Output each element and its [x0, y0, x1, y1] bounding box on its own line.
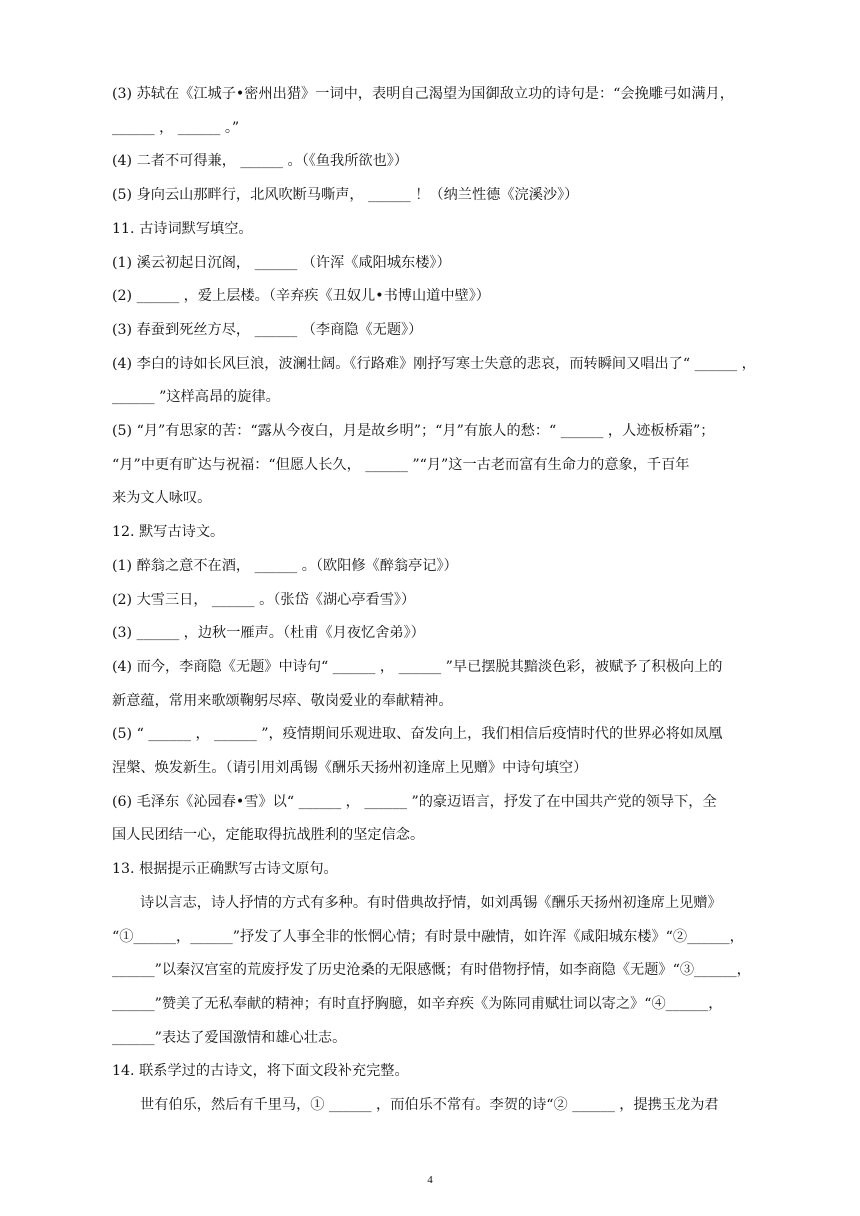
text-line: 诗以言志，诗人抒情的方式有多种。有时借典故抒情，如刘禹锡《酬乐天扬州初逢席上见赠》 — [140, 895, 722, 911]
text-line: 11. 古诗词默写填空。 — [112, 221, 253, 237]
page-number: 4 — [427, 1174, 433, 1186]
text-line: (5) “月”有思家的苦：“露从今夜白，月是故乡明”；“月”有旅人的愁：“ ______ ，人迹板桥霜”； — [112, 423, 715, 439]
text-line: ______”以秦汉宫室的荒废抒发了历史沧桑的无限感慨；有时借物抒情，如李商隐《无题》“③______， — [112, 962, 751, 978]
text-line: 国人民团结一心，定能取得抗战胜利的坚定信念。 — [112, 827, 425, 843]
text-line: (6) 毛泽东《沁园春•雪》以“ ______ ， ______ ”的豪迈语言，抒发了在中国共产党的领导下，全 — [112, 794, 717, 810]
text-line: “①______，______”抒发了人事全非的怅惘心情；有时景中融情，如许浑《咸阳城东楼》“②______， — [112, 929, 744, 945]
text-line: 新意蕴，常用来歌颂鞠躬尽瘁、敬岗爱业的奉献精神。 — [112, 693, 453, 709]
text-line: 14. 联系学过的古诗文，将下面文段补充完整。 — [112, 1063, 409, 1079]
text-line: (4) 二者不可得兼， ______ 。（《鱼我所欲也》） — [112, 153, 409, 169]
text-line: ______”赞美了无私奉献的精神；有时直抒胸臆，如辛弃疾《为陈同甫赋壮词以寄之》“④______， — [112, 996, 723, 1012]
text-line: ______ ”这样高昂的旋律。 — [112, 389, 280, 405]
text-line: (4) 而今，李商隐《无题》中诗句“ ______ ， ______ ”早已摆脱其黯淡色彩，被赋予了积极向上的 — [112, 659, 723, 675]
text-line: 世有伯乐，然后有千里马，① ______ ，而伯乐不常有。李贺的诗“② ______ ，提携玉龙为君 — [140, 1097, 719, 1113]
text-line: “月”中更有旷达与祝福：“但愿人长久， ______ ”“月”这一古老而富有生命力的意象，千百年 — [112, 457, 690, 473]
text-line: 涅槃、焕发新生。（请引用刘禹锡《酬乐天扬州初逢席上见赠》中诗句填空） — [112, 760, 588, 776]
text-line: (1) 溪云初起日沉阁， ______ （许浑《咸阳城东楼》） — [112, 255, 451, 271]
text-line: (1) 醉翁之意不在酒， ______ 。（欧阳修《醉翁亭记》） — [112, 558, 458, 574]
text-line: (4) 李白的诗如长风巨浪，波澜壮阔。《行路难》刚抒写寒士失意的悲哀，而转瞬间又唱出了“ ______ ， — [112, 356, 756, 372]
text-line: 来为文人咏叹。 — [112, 490, 212, 506]
text-line: (5) “ ______ ， ______ ”，疫情期间乐观进取、奋发向上，我们相信后疫情时代的世界必将如凤凰 — [112, 726, 723, 742]
text-line: (2) ______ ，爱上层楼。（辛弃疾《丑奴儿•书博山道中壁》） — [112, 288, 490, 304]
text-line: (3) 春蚕到死丝方尽， ______ （李商隐《无题》） — [112, 322, 423, 338]
text-line: 12. 默写古诗文。 — [112, 524, 225, 540]
text-line: ______ ， ______ 。” — [112, 120, 240, 136]
text-line: (2) 大雪三日， ______ 。（张岱《湖心亭看雪》） — [112, 592, 416, 608]
text-line: ______”表达了爱国激情和雄心壮志。 — [112, 1030, 347, 1046]
text-line: (3) 苏轼在《江城子•密州出猎》一词中，表明自己渴望为国御敌立功的诗句是：“会挽雕弓如满月， — [112, 86, 734, 102]
text-line: 13. 根据提示正确默写古诗文原句。 — [112, 861, 338, 877]
text-line: (3) ______ ，边秋一雁声。（杜甫《月夜忆舍弟》） — [112, 625, 425, 641]
text-line: (5) 身向云山那畔行，北风吹断马嘶声， ______ ！（纳兰性德《浣溪沙》） — [112, 187, 579, 203]
